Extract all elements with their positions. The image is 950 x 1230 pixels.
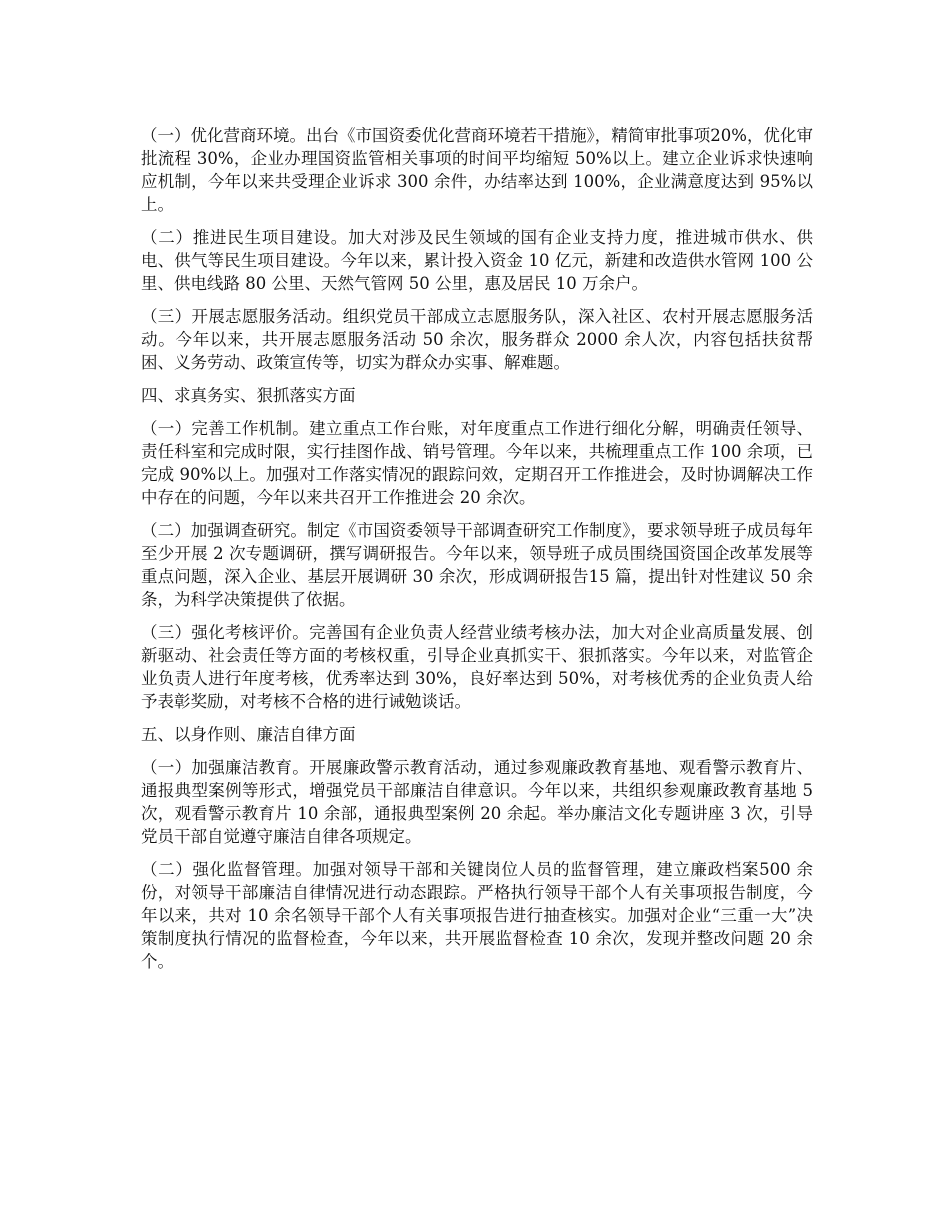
paragraph-livelihood-projects: （二）推进民生项目建设。加大对涉及民生领域的国有企业支持力度，推进城市供水、供电、供气等民生项目建设。今年以来，累计投入资金 10 亿元，新建和改造供水管网 100 公里、供电线路 80 公里、天然气管网 50 公里，惠及居民 10 万余户。	[141, 228, 813, 293]
section-heading-four: 四、求真务实、狠抓落实方面	[141, 386, 356, 405]
paragraph-supervision: （二）强化监督管理。加强对领导干部和关键岗位人员的监督管理，建立廉政档案500 余份，对领导干部廉洁自律情况进行动态跟踪。严格执行领导干部个人有关事项报告制度，今年以来，共对 10 余名领导干部个人有关事项报告进行抽查核实。加强对企业“三重一大”决策制度执行情况的监督检查，今年以来，共开展监督检查 10 余次，发现并整改问题 20 余个。	[141, 860, 813, 971]
paragraph-integrity-education: （一）加强廉洁教育。开展廉政警示教育活动，通过参观廉政教育基地、观看警示教育片、通报典型案例等形式，增强党员干部廉洁自律意识。今年以来，共组织参观廉政教育基地 5 次，观看警示教育片 10 余部，通报典型案例 20 余起。举办廉洁文化专题讲座 3 次，引导党员干部自觉遵守廉洁自律各项规定。	[141, 758, 813, 846]
paragraph-assessment: （三）强化考核评价。完善国有企业负责人经营业绩考核办法，加大对企业高质量发展、创新驱动、社会责任等方面的考核权重，引导企业真抓实干、狠抓落实。今年以来，对监管企业负责人进行年度考核，优秀率达到 30%，良好率达到 50%，对考核优秀的企业负责人给予表彰奖励，对考核不合格的进行诫勉谈话。	[141, 623, 813, 711]
paragraph-optimize-business-environment: （一）优化营商环境。出台《市国资委优化营商环境若干措施》，精简审批事项20%，优化审批流程 30%，企业办理国资监管相关事项的时间平均缩短 50%以上。建立企业诉求快速响应机制，今年以来共受理企业诉求 300 余件，办结率达到 100%，企业满意度达到 95%以上。	[141, 126, 813, 214]
section-heading-five: 五、以身作则、廉洁自律方面	[141, 725, 356, 744]
document-body	[141, 124, 813, 983]
paragraph-volunteer-service: （三）开展志愿服务活动。组织党员干部成立志愿服务队，深入社区、农村开展志愿服务活动。今年以来，共开展志愿服务活动 50 余次，服务群众 2000 余人次，内容包括扶贫帮困、义务劳动、政策宣传等，切实为群众办实事、解难题。	[141, 307, 813, 372]
paragraph-research: （二）加强调查研究。制定《市国资委领导干部调查研究工作制度》，要求领导班子成员每年至少开展 2 次专题调研，撰写调研报告。今年以来，领导班子成员围绕国资国企改革发展等重点问题，深入企业、基层开展调研 30 余次，形成调研报告15 篇，提出针对性建议 50 余条，为科学决策提供了依据。	[141, 521, 813, 609]
paragraph-work-mechanism: （一）完善工作机制。建立重点工作台账，对年度重点工作进行细化分解，明确责任领导、责任科室和完成时限，实行挂图作战、销号管理。今年以来，共梳理重点工作 100 余项，已完成 90%以上。加强对工作落实情况的跟踪问效，定期召开工作推进会，及时协调解决工作中存在的问题，今年以来共召开工作推进会 20 余次。	[141, 419, 813, 507]
